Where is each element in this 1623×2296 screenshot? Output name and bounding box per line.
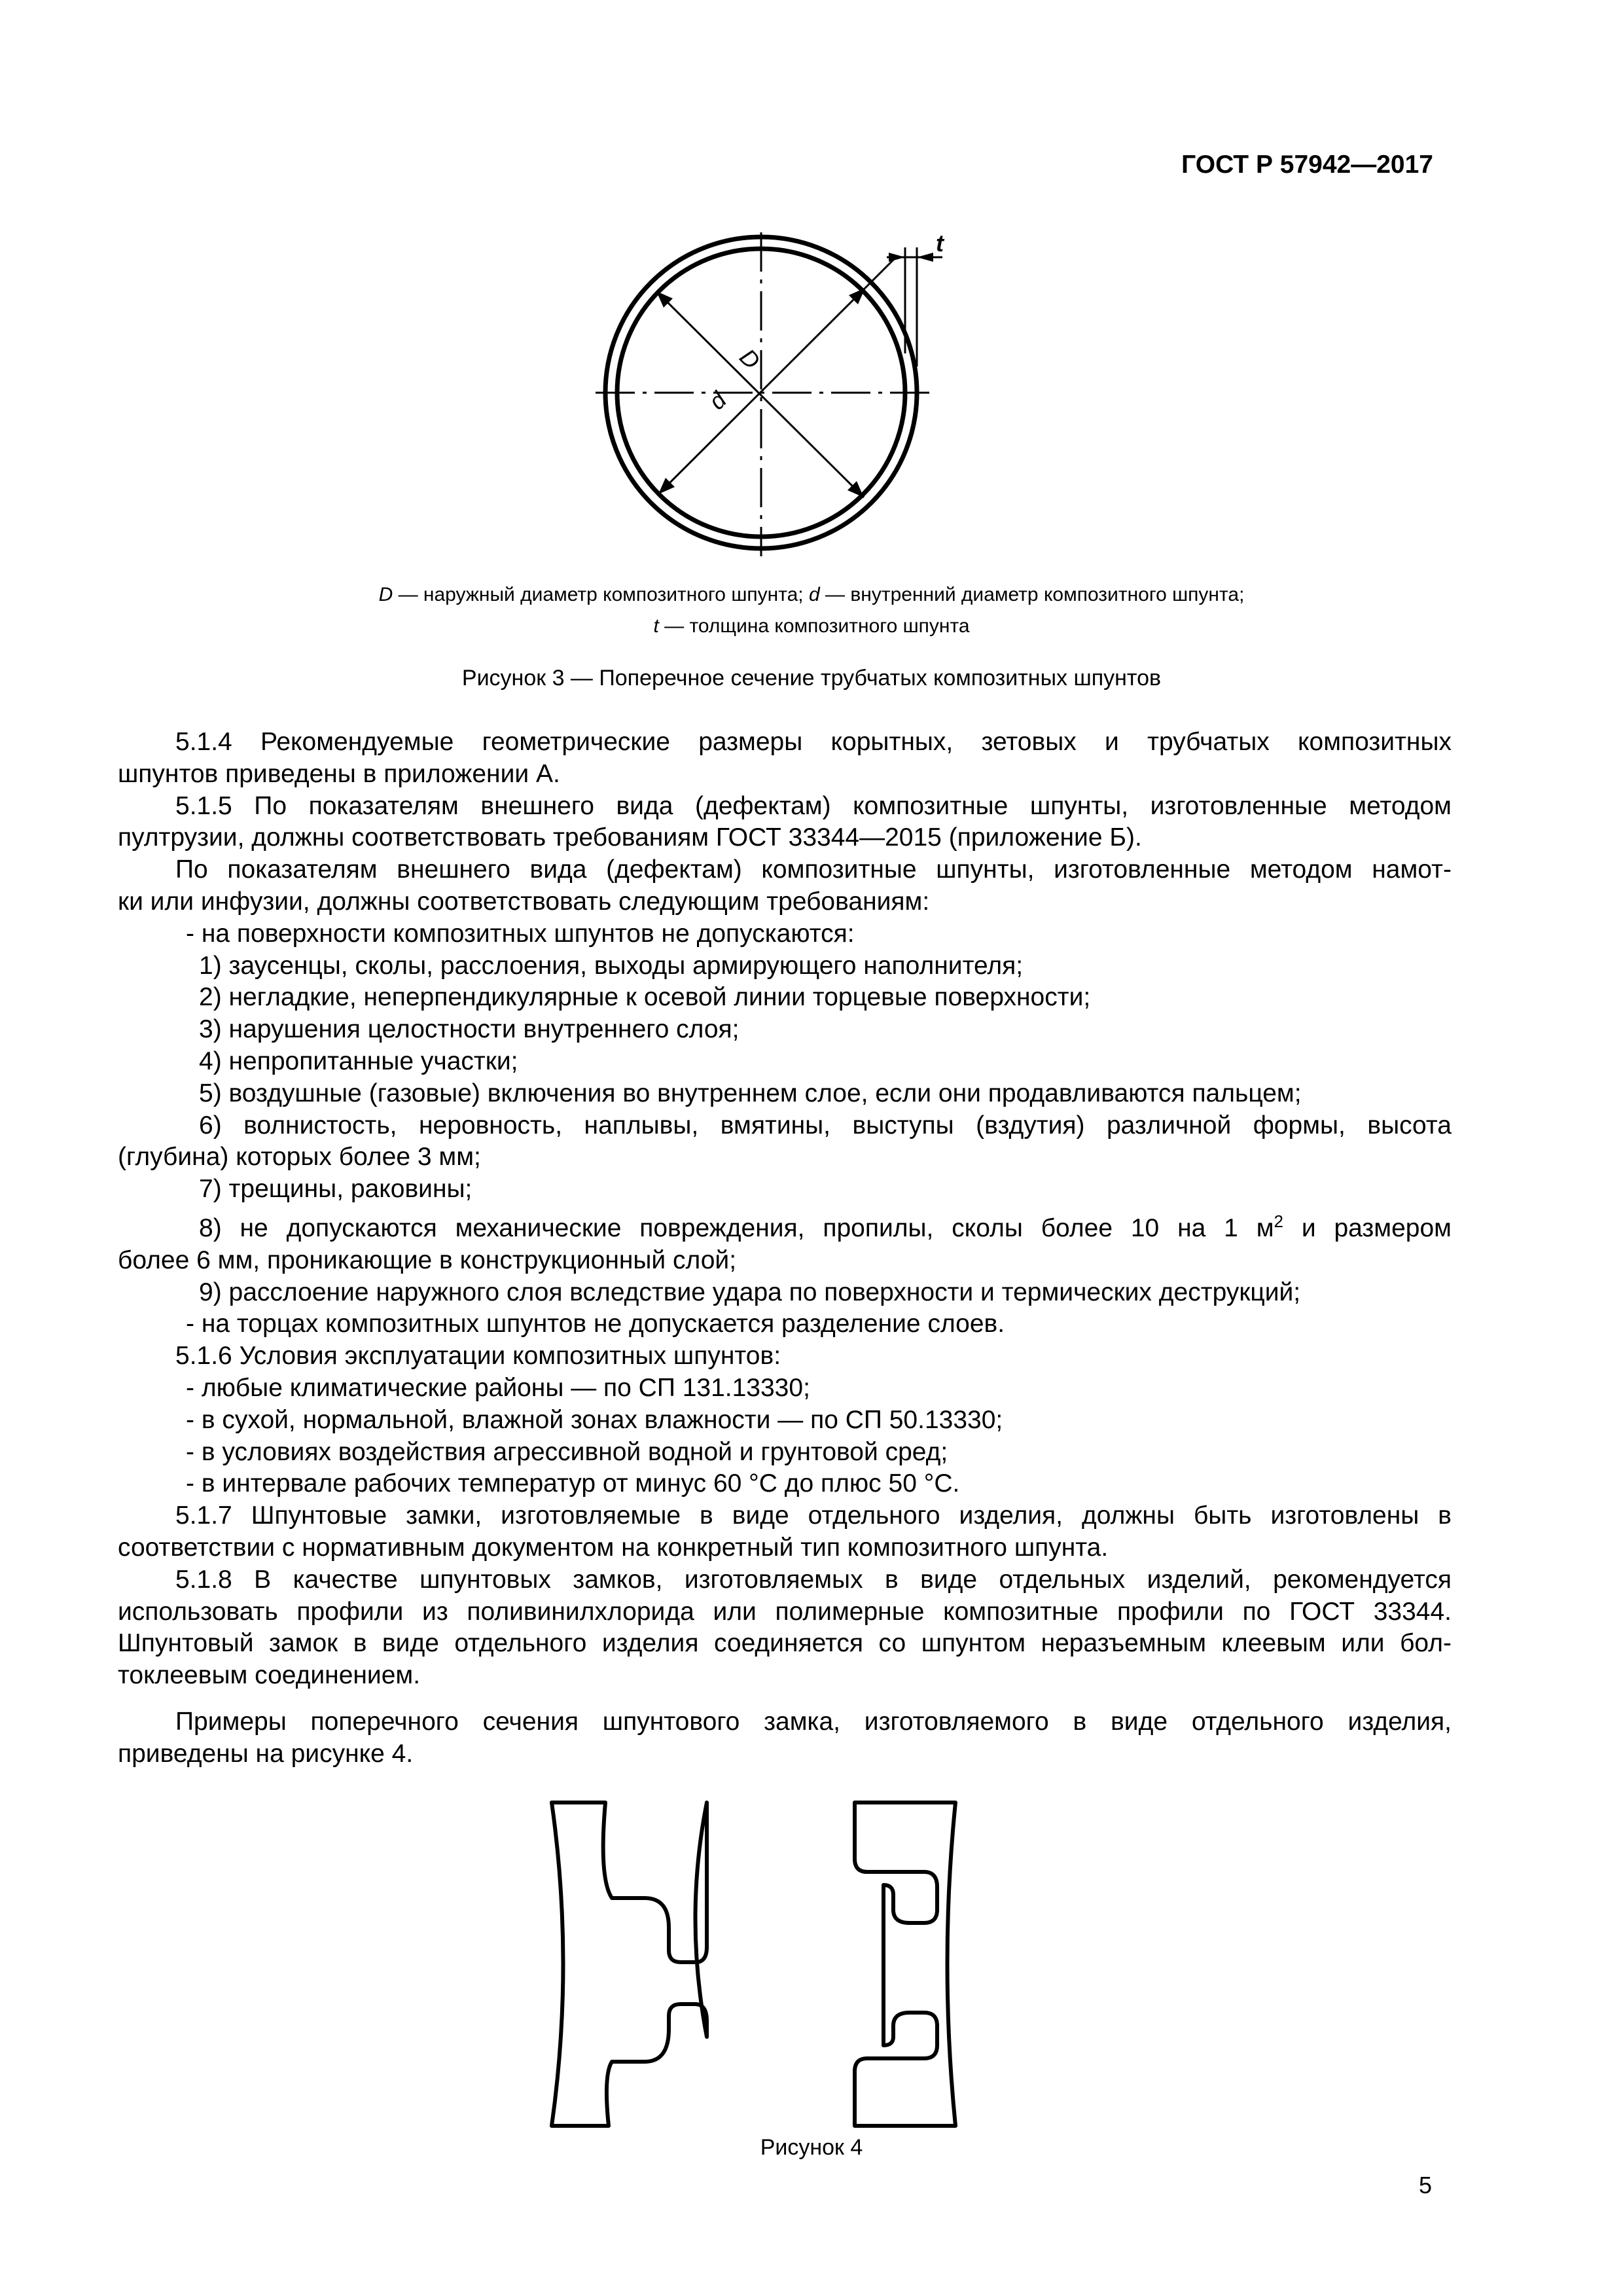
condition-1: - любые климатические районы — по СП 131.13330;: [186, 1373, 810, 1402]
figure-4-drawing: [0, 1767, 1623, 2160]
para-5-1-8-line-3: Шпунтовый замок в виде отдельного изделия соединяется со шпунтом неразъемным клеевым или бол-: [118, 1629, 1452, 1658]
list-item-2: 2) негладкие, неперпендикулярные к осевой линии торцевые поверхности;: [199, 983, 1091, 1012]
list-item-7: 7) трещины, раковины;: [199, 1175, 473, 1204]
list-item-9: 9) расслоение наружного слоя вследствие удара по поверхности и термических деструкций;: [199, 1278, 1301, 1306]
lock-profile-c-shape: [855, 1803, 955, 2126]
para-5-1-6: 5.1.6 Условия эксплуатации композитных шпунтов:: [175, 1342, 781, 1371]
condition-4: - в интервале рабочих температур от минус 60 °С до плюс 50 °С.: [186, 1469, 960, 1498]
para-5-1-4-line-2: шпунтов приведены в приложении А.: [118, 759, 560, 788]
para-5-1-7-line-1: 5.1.7 Шпунтовые замки, изготовляемые в виде отдельного изделия, должны быть изготовлены в: [175, 1501, 1452, 1530]
figure-3-legend: [0, 579, 1623, 642]
label-t: t: [936, 230, 944, 257]
label-d: d: [703, 386, 732, 415]
list-item-5: 5) воздушные (газовые) включения во внутреннем слое, если они продавливаются пальцем;: [199, 1079, 1302, 1107]
condition-3: - в условиях воздействия агрессивной водной и грунтовой сред;: [186, 1437, 948, 1466]
para-defects-line-1: По показателям внешнего вида (дефектам) композитные шпунты, изготовленные методом намот-: [175, 855, 1452, 884]
para-5-1-8-line-4: токлеевым соединением.: [118, 1661, 421, 1690]
para-5-1-4-line-1: 5.1.4 Рекомендуемые геометрические размеры корытных, зетовых и трубчатых композитных: [175, 728, 1452, 756]
list-item-6-line-1: 6) волнистость, неровность, наплывы, вмятины, выступы (вздутия) различной формы, высота: [199, 1111, 1452, 1139]
list-item-4: 4) непропитанные участки;: [199, 1047, 518, 1075]
para-5-1-5-line-1: 5.1.5 По показателям внешнего вида (дефектам) композитные шпунты, изготовленные методом: [175, 791, 1452, 820]
legend-line-1: D — наружный диаметр композитного шпунта; d — внутренний диаметр композитного шпунта;: [378, 584, 1245, 605]
document-code-header: ГОСТ Р 57942—2017: [1181, 151, 1433, 179]
list-item-6-line-2: (глубина) которых более 3 мм;: [118, 1143, 481, 1172]
para-examples-line-1: Примеры поперечного сечения шпунтового замка, изготовляемого в виде отдельного изделия,: [175, 1707, 1452, 1736]
para-defects-line-2: ки или инфузии, должны соответствовать следующим требованиям:: [118, 887, 930, 916]
para-5-1-7-line-2: соответствии с нормативным документом на конкретный тип композитного шпунта.: [118, 1533, 1109, 1562]
list-item-ends: - на торцах композитных шпунтов не допускается разделение слоев.: [186, 1310, 1005, 1338]
superscript-2: 2: [1274, 1211, 1283, 1231]
page-number: 5: [1418, 2172, 1432, 2198]
list-item-8-line-2: более 6 мм, проникающие в конструкционный слой;: [118, 1246, 737, 1274]
figure-3-title: Рисунок 3 — Поперечное сечение трубчатых композитных шпунтов: [461, 666, 1162, 691]
figure-4-title: Рисунок 4: [760, 2135, 863, 2160]
label-D: D: [734, 343, 766, 375]
list-item-3: 3) нарушения целостности внутреннего слоя;: [199, 1015, 740, 1044]
para-5-1-8-line-1: 5.1.8 В качестве шпунтовых замков, изготовляемых в виде отдельных изделий, рекомендуется: [175, 1565, 1452, 1594]
arrow-t-2: [917, 253, 933, 262]
list-item-surface: - на поверхности композитных шпунтов не допускаются:: [186, 919, 855, 948]
body-text: [118, 726, 1452, 1770]
list-item-8-line-1: 8) не допускаются механические повреждения, пропилы, сколы более 10 на 1 $м^2$ и размером: [199, 1211, 1452, 1242]
arrow-t-1: [889, 253, 905, 262]
lock-profile-h-shape: [552, 1803, 707, 2126]
para-examples-line-2: приведены на рисунке 4.: [118, 1739, 414, 1768]
dimension-line-d-ext: [865, 257, 897, 288]
legend-line-2: t — толщина композитного шпунта: [653, 615, 970, 637]
figure-3-drawing: [0, 0, 1623, 655]
para-5-1-5-line-2: пултрузии, должны соответствовать требованиям ГОСТ 33344—2015 (приложение Б).: [118, 823, 1142, 852]
list-item-1: 1) заусенцы, сколы, расслоения, выходы армирующего наполнителя;: [199, 951, 1024, 980]
condition-2: - в сухой, нормальной, влажной зонах влажности — по СП 50.13330;: [186, 1405, 1003, 1434]
para-5-1-8-line-2: использовать профили из поливинилхлорида или полимерные композитные профили по ГОСТ 33344.: [118, 1597, 1452, 1626]
